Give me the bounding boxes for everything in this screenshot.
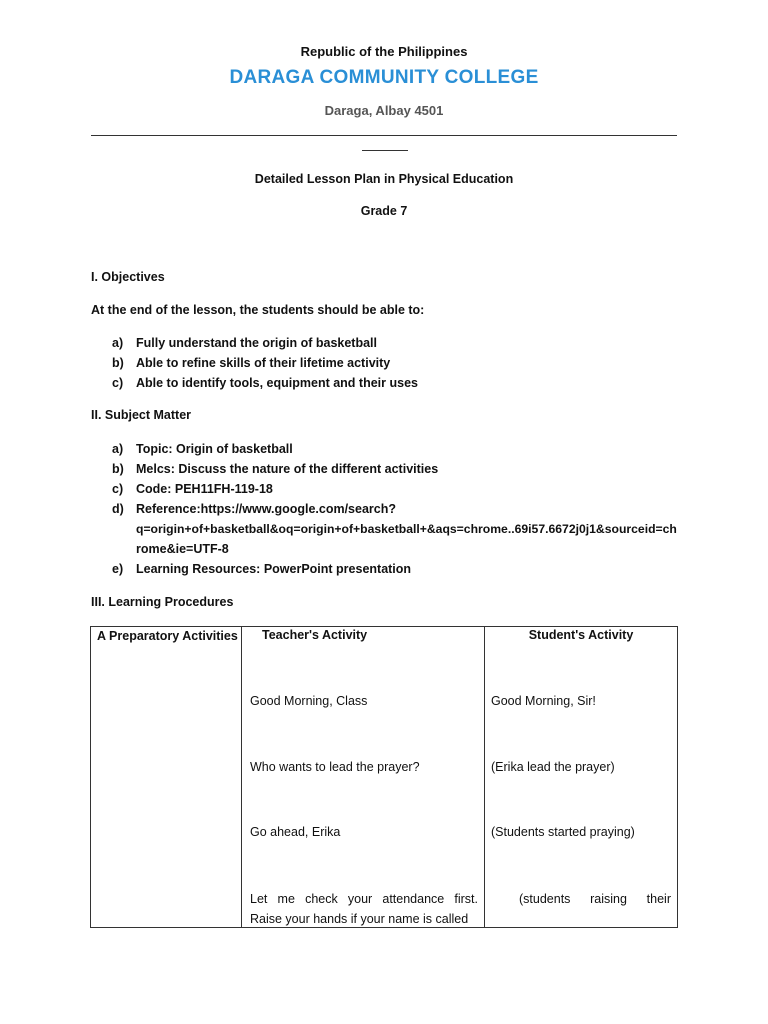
- teacher-line: Who wants to lead the prayer?: [250, 760, 420, 774]
- procedures-heading: III. Learning Procedures: [91, 595, 234, 609]
- reference-continuation: rome&ie=UTF-8: [136, 542, 229, 556]
- student-line: (Students started praying): [491, 825, 635, 839]
- header-divider-tail: [362, 150, 408, 151]
- student-line: Good Morning, Sir!: [491, 694, 596, 708]
- col3-header: Student's Activity: [528, 628, 634, 642]
- teacher-line: Let me check your attendance first.: [250, 892, 478, 906]
- objectives-heading: I. Objectives: [91, 270, 165, 284]
- college-name: DARAGA COMMUNITY COLLEGE: [229, 67, 539, 88]
- teacher-line: Go ahead, Erika: [250, 825, 341, 839]
- student-column: [485, 627, 677, 927]
- reference-continuation: q=origin+of+basketball&oq=origin+of+basketball+&aqs=chrome..69i57.6672j0j1&sourceid=ch: [136, 522, 677, 536]
- document-title: Detailed Lesson Plan in Physical Education: [254, 172, 514, 186]
- subject-heading: II. Subject Matter: [91, 408, 192, 422]
- document-page: Republic of the Philippines DARAGA COMMUNITY COLLEGE Daraga, Albay 4501 Detailed Lesson Plan in Physical Education Grade 7 I. Objectives At the end of the lesson, the students should be able to: a) Fully understand the origin of basketball b) Able to refine skills of their lifetime activity c) Able to identify tools, equipment and their uses II. Subject Matter a) Topic: Origin of basketball b) Melcs: Discuss the nature of the different activities c) Code: PEH11FH-119-18 d) Reference:https://www.google.com/search? q=origin+of+basketball&oq=origin+of+basketball+&aqs=chrome..69i57.6672j0j1&sourceid=ch rome&ie=UTF-8 e) Learning Resources: PowerPoint presentation III. Learning Procedures A Preparatory Activities Teacher's Activity Good Morning, Class Who wants to lead the prayer? Go ahead, Erika Let me check your attendance first. Raise your hands if your name is called Student's Activity Good Morning, Sir! (Erika lead the prayer) (Students started praying) (students raising their: [0, 0, 768, 1024]
- college-address: Daraga, Albay 4501: [324, 103, 444, 118]
- col2-header: Teacher's Activity: [262, 628, 368, 642]
- objectives-intro: At the end of the lesson, the students should be able to:: [91, 303, 425, 317]
- student-line: (Erika lead the prayer): [491, 760, 615, 774]
- procedures-table: [90, 626, 678, 928]
- student-line: (students raising their: [519, 892, 671, 906]
- header-divider: [91, 135, 677, 136]
- republic-label: Republic of the Philippines: [300, 44, 468, 59]
- teacher-line: Raise your hands if your name is called: [250, 912, 469, 926]
- table-cell: [242, 627, 485, 928]
- col1-header: A Preparatory Activities: [97, 629, 238, 643]
- teacher-column: [242, 627, 484, 927]
- grade-level: Grade 7: [360, 204, 408, 218]
- table-cell: [485, 627, 678, 928]
- teacher-line: Good Morning, Class: [250, 694, 368, 708]
- table-cell: [91, 627, 242, 928]
